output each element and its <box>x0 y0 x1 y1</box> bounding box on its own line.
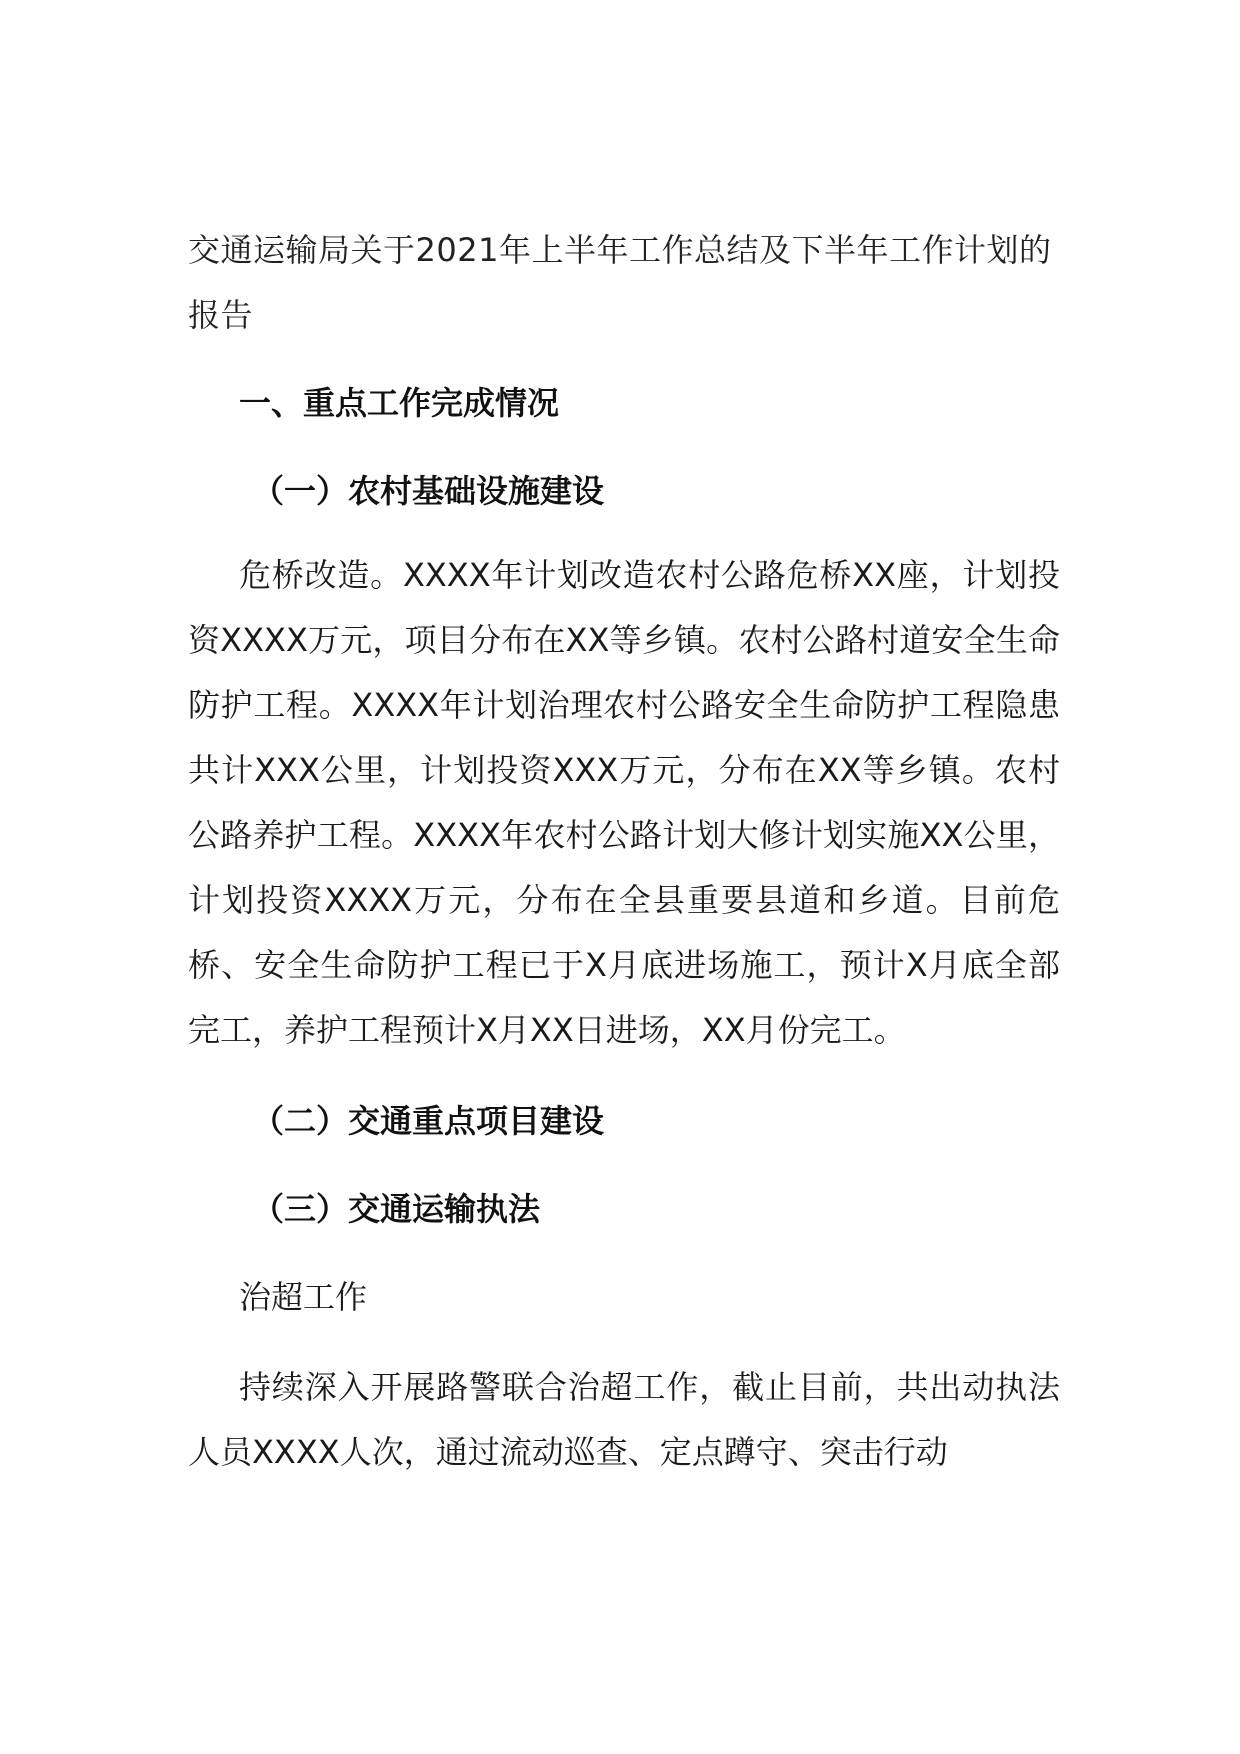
section-heading-key-work: 一、重点工作完成情况 <box>239 384 560 422</box>
subsection-heading-rural-infrastructure: （一）农村基础设施建设 <box>252 472 605 510</box>
paragraph-topic-overload-control: 治超工作 <box>239 1278 368 1316</box>
subsection-heading-key-projects: （二）交通重点项目建设 <box>252 1102 605 1140</box>
paragraph-overload-control-body: 持续深入开展路警联合治超工作，截止目前，共出动执法人员XXXX人次，通过流动巡查、定点蹲守、突击行动 <box>188 1368 1060 1471</box>
document-title: 交通运输局关于2021年上半年工作总结及下半年工作计划的报告 <box>188 231 1052 334</box>
paragraph-rural-infrastructure: 危桥改造。XXXX年计划改造农村公路危桥XX座，计划投资XXXX万元，项目分布在XX等乡镇。农村公路村道安全生命防护工程。XXXX年计划治理农村公路安全生命防护工程隐患共计XXX公里，计划投资XXX万元，分布在XX等乡镇。农村公路养护工程。XXXX年农村公路计划大修计划实施XX公里，计划投资XXXX万元，分布在全县重要县道和乡道。目前危桥、安全生命防护工程已于X月底进场施工，预计X月底全部完工，养护工程预计X月XX日进场，XX月份完工。 <box>188 556 1060 1049</box>
subsection-heading-law-enforcement: （三）交通运输执法 <box>252 1190 541 1228</box>
document-content <box>188 218 1060 1485</box>
